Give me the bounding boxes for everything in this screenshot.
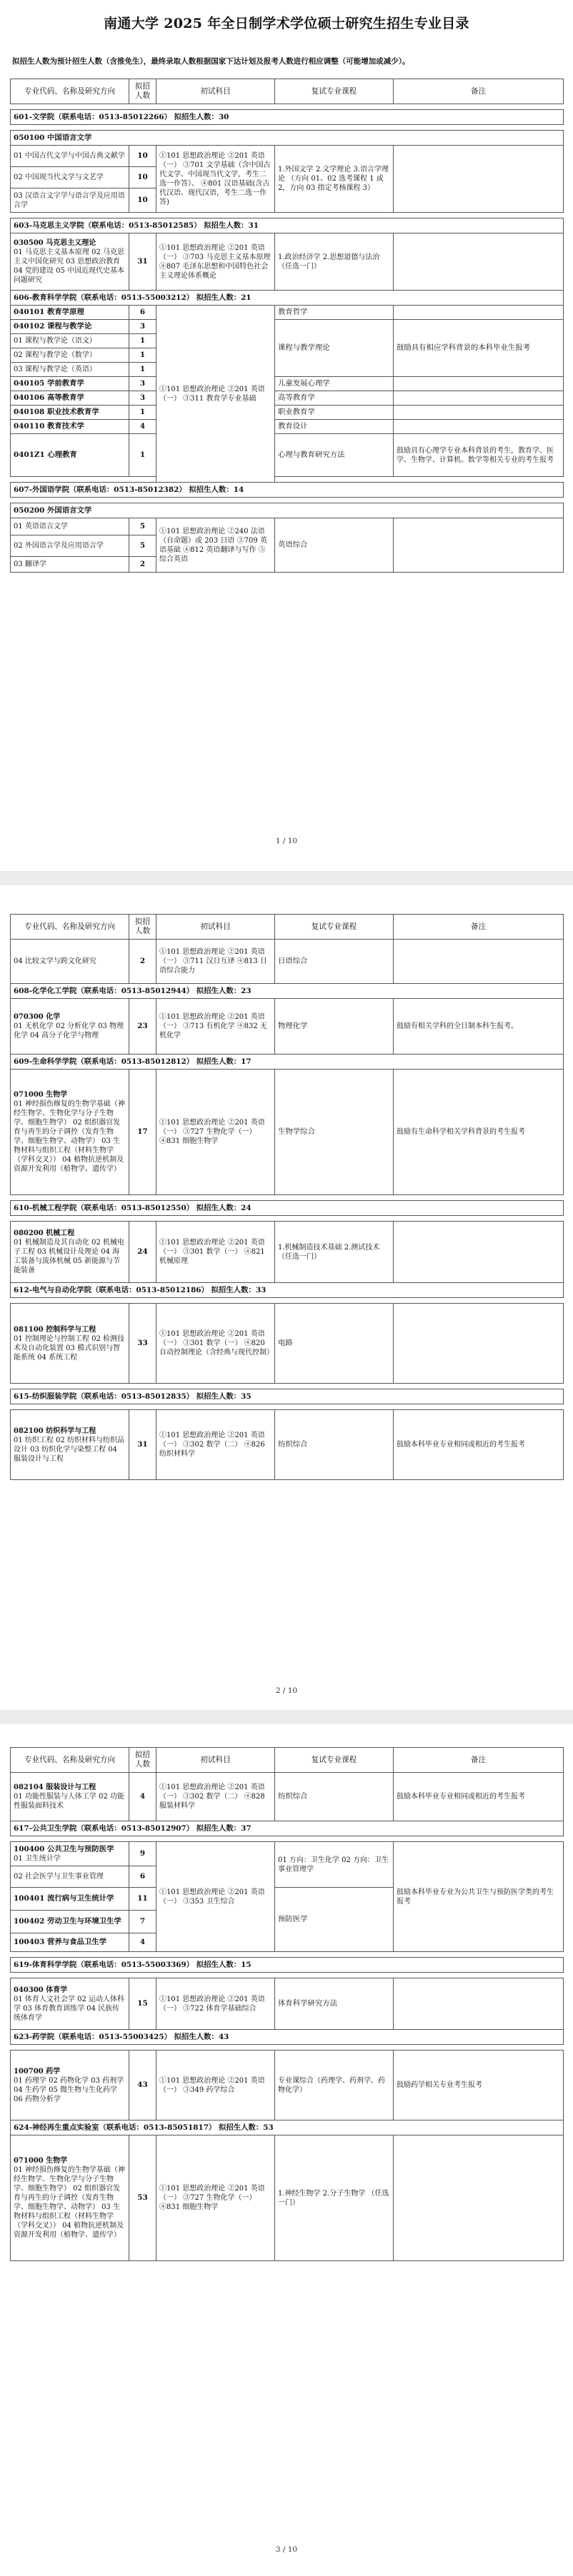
- major-cell: [11, 233, 129, 291]
- page-1: [0, 0, 573, 871]
- quota-cell: 10: [129, 188, 156, 213]
- school-header: 624-神经再生重点实验室（联系电话：0513-85051817） 拟招生人数：53: [11, 2120, 564, 2135]
- direction-cell: 01 卫生统计学: [14, 1854, 61, 1863]
- catalog-table: [10, 79, 564, 573]
- remark-cell: 鼓励有相关学科的全日制本科生报考。: [394, 999, 564, 1055]
- remark-cell: [394, 940, 564, 984]
- retest-cell: 物理化学: [275, 999, 394, 1055]
- retest-cell: 1.机械制造技术基础 2.测试技术 （任选一门）: [275, 1222, 394, 1283]
- page-number: 1 / 10: [275, 837, 298, 845]
- header-exam: 初试科目: [156, 79, 275, 104]
- page-number: 2 / 10: [275, 1686, 298, 1695]
- direction-cell: 02 外国语言学及应用语言学: [11, 535, 129, 557]
- exam-subjects-cell: ①101 思想政治理论 ②201 英语（一） ③713 有机化学 ④832 无机化学: [156, 999, 275, 1055]
- retest-cell: 高等教育学: [275, 391, 394, 406]
- major-cell: [11, 2135, 129, 2261]
- school-header: 610-机械工程学院（联系电话：0513-85012550） 拟招生人数：24: [11, 1201, 564, 1216]
- page-number: 3 / 10: [275, 2545, 298, 2554]
- retest-cell: 预防医学: [275, 1888, 394, 1952]
- remark-cell: 鼓励药学相关专业考生报考: [394, 2051, 564, 2120]
- major-title: 030500 马克思主义理论: [14, 239, 96, 247]
- direction-cell: 02 社会医学与卫生事业管理: [11, 1866, 129, 1888]
- header-remark: 备注: [394, 1748, 564, 1773]
- major-title: 100700 药学: [14, 2067, 61, 2076]
- retest-cell: 生物学综合: [275, 1070, 394, 1195]
- major-title: 080200 机械工程: [14, 1229, 75, 1237]
- school-header: 603-马克思主义学院（联系电话：0513-85012585） 拟招生人数：31: [11, 218, 564, 233]
- major-cell: [11, 1070, 129, 1195]
- header-retest: 复试专业课程: [275, 915, 394, 940]
- remark-cell: 鼓励具有相应学科背景的本科毕业生报考: [394, 320, 564, 377]
- school-header: 608-化学化工学院（联系电话：0513-85012944） 拟招生人数：23: [11, 984, 564, 999]
- major-cell: [11, 1222, 129, 1283]
- direction-cell: 02 中国现当代文学与文艺学: [11, 167, 129, 188]
- quota-cell: 1: [129, 406, 156, 420]
- retest-cell: 心理与教育研究方法: [275, 434, 394, 477]
- quota-cell: 3: [129, 391, 156, 406]
- major-cell: [11, 1773, 129, 1821]
- table-header-row: [11, 79, 564, 104]
- header-exam: 初试科目: [156, 1748, 275, 1773]
- quota-cell: 9: [129, 1842, 156, 1866]
- direction-cell: 03 翻译学: [11, 557, 129, 573]
- document-title: 南通大学 2025 年全日制学术学位硕士研究生招生专业目录: [104, 16, 469, 31]
- remark-cell: [394, 391, 564, 406]
- exam-subjects-cell: ①101 思想政治理论 ②240 法语（自命题）或 203 日语 ③709 英语基础 ④812 英语翻译与写作 ⑤ 综合英语: [156, 518, 275, 573]
- direction-list: 01 神经损伤修复的生物学基础（神经生物学、生物化学与分子生物学、细胞生物学） 02 组织器官发育与再生的分子调控（发育生物学、细胞生物学、动物学） 03 生物材料与组织工程（材料生物学（学科交叉）） 04 植物抗逆机制及资源开发利用（植物学、遗传学）: [14, 1100, 125, 1173]
- exam-subjects-cell: ①101 思想政治理论 ②201 英语（一） ③302 数学（二） ④826 纺织材料学: [156, 1410, 275, 1480]
- remark-cell: 鼓励有生命科学相关学科背景的考生报考: [394, 1070, 564, 1195]
- header-num: 拟招人数: [129, 1748, 156, 1773]
- major-cell: [11, 999, 129, 1055]
- header-major: 专业代码、名称及研究方向: [11, 915, 129, 940]
- retest-cell: 职业教育学: [275, 406, 394, 420]
- header-major: 专业代码、名称及研究方向: [11, 79, 129, 104]
- major-title: 040101 教育学原理: [11, 306, 129, 320]
- quota-cell: 43: [129, 2051, 156, 2120]
- major-title: 040300 体育学: [14, 1986, 68, 1994]
- exam-subjects-cell: ①101 思想政治理论 ②201 英语（一） ③727 生物化学（一） ④831 细胞生物学: [156, 1070, 275, 1195]
- quota-cell: 6: [129, 306, 156, 320]
- page-3: [0, 1724, 573, 2576]
- page-2: [0, 885, 573, 1710]
- quota-cell: 4: [129, 1933, 156, 1952]
- retest-cell: 专业课综合（药理学、药剂学、药物化学）: [275, 2051, 394, 2120]
- exam-subjects-cell: ①101 思想政治理论 ②201 英语（一） ③311 教育学专业基础: [156, 306, 275, 483]
- remark-cell: [394, 2135, 564, 2261]
- retest-cell: 儿童发展心理学: [275, 377, 394, 391]
- major-title: 082104 服装设计与工程: [14, 1783, 96, 1791]
- direction-list: 01 神经损伤修复的生物学基础（神经生物学、生物化学与分子生物学、细胞生物学） 02 组织器官发育与再生的分子调控（发育生物学、细胞生物学、动物学） 03 生物材料与组织工程（材料生物学（学科交叉）） 04 植物抗逆机制及资源开发利用（植物学、遗传学）: [14, 2166, 125, 2239]
- remark-cell: [394, 146, 564, 213]
- retest-cell: 电路: [275, 1304, 394, 1384]
- direction-cell: 03 汉语言文字学与语言学及应用语言学: [11, 188, 129, 213]
- quota-cell: 1: [129, 434, 156, 477]
- direction-list: 01 功能性服装与人体工学 02 功能性服装面料技术: [14, 1793, 124, 1810]
- quota-cell: 10: [129, 146, 156, 167]
- quota-cell: 1: [129, 363, 156, 377]
- major-title: 071000 生物学: [14, 2157, 68, 2165]
- school-header: 606-教育科学学院（联系电话：0513-55003212） 拟招生人数：21: [11, 291, 564, 306]
- exam-subjects-cell: ①101 思想政治理论 ②201 英语（一） ③301 数学（一） ④821 机械原理: [156, 1222, 275, 1283]
- major-title: 040106 高等教育学: [11, 391, 129, 406]
- remark-cell: 鼓励具有心理学专业本科背景的考生，教育学、医学、生物学、计算机、数学等相关专业的考生报考: [394, 434, 564, 477]
- major-title: 100403 营养与食品卫生学: [11, 1933, 129, 1952]
- school-header: 609-生命科学学院（联系电话：0513-85012812） 拟招生人数：17: [11, 1055, 564, 1070]
- exam-subjects-cell: ①101 思想政治理论 ②201 英语（一） ③703 马克思主义基本原理 ④807 毛泽东思想和中国特色社会主义理论体系概论: [156, 233, 275, 291]
- school-header: 612-电气与自动化学院（联系电话：0513-85012186） 拟招生人数：33: [11, 1283, 564, 1298]
- major-title: 100401 流行病与卫生统计学: [11, 1888, 129, 1911]
- major-title: 082100 纺织科学与工程: [14, 1427, 96, 1435]
- quota-cell: 6: [129, 1866, 156, 1888]
- direction-list: 01 体育人文社会学 02 运动人体科学 03 体育教育训练学 04 民族传统体育学: [14, 1995, 124, 2022]
- major-cell: [11, 1304, 129, 1384]
- remark-cell: [394, 1222, 564, 1283]
- quota-cell: 15: [129, 1978, 156, 2030]
- direction-cell: 01 课程与教学论（语文）: [11, 334, 129, 348]
- remark-cell: [394, 1978, 564, 2030]
- direction-list: 01 无机化学 02 分析化学 03 物理化学 04 高分子化学与物理: [14, 1022, 124, 1040]
- exam-subjects-cell: ①101 思想政治理论 ②201 英语（一） ③353 卫生综合: [156, 1842, 275, 1952]
- major-title: 050100 中国语言文学: [11, 131, 564, 146]
- exam-subjects-cell: ①101 思想政治理论 ②201 英语（一） ③711 汉日互译 ④813 日语综合能力: [156, 940, 275, 984]
- quota-cell: 2: [129, 940, 156, 984]
- major-title: 100400 公共卫生与预防医学: [14, 1844, 114, 1853]
- quota-cell: 17: [129, 1070, 156, 1195]
- retest-cell: 1.外国文学 2.文学理论 3.语言学理论 （方向 01、02 选考课程 1 或 2，方向 03 指定考核课程 3）: [275, 146, 394, 213]
- major-title: 040105 学前教育学: [11, 377, 129, 391]
- quota-cell: 31: [129, 233, 156, 291]
- retest-cell: 01 方向：卫生化学 02 方向：卫生事业管理学: [275, 1842, 394, 1888]
- exam-subjects-cell: ①101 思想政治理论 ②201 英语（一） ③349 药学综合: [156, 2051, 275, 2120]
- admission-note: 拟招生人数为预计招生人数（含推免生），最终录取人数根据国家下达计划及报考人数进行相应调整（可能增加或减少）。: [12, 57, 410, 66]
- quota-cell: 1: [129, 334, 156, 348]
- exam-subjects-cell: ①101 思想政治理论 ②201 英语（一） ③722 体育学基础综合: [156, 1978, 275, 2030]
- header-exam: 初试科目: [156, 915, 275, 940]
- school-header: 607-外国语学院（联系电话：0513-85012382） 拟招生人数：14: [11, 483, 564, 498]
- school-header: 623-药学院（联系电话：0513-55003425） 拟招生人数：43: [11, 2030, 564, 2045]
- remark-cell: 鼓励本科毕业专业为公共卫生与预防医学类的考生报考: [394, 1842, 564, 1952]
- major-title: 0401Z1 心理教育: [11, 434, 129, 477]
- retest-cell: 英语综合: [275, 518, 394, 573]
- remark-cell: 鼓励本科毕业专业相同或相近的考生报考: [394, 1773, 564, 1821]
- major-cell: [11, 2051, 129, 2120]
- direction-list: 01 纺织工程 02 纺织材料与纺织品设计 03 纺织化学与染整工程 04 服装设计与工程: [14, 1436, 124, 1463]
- direction-cell: 01 中国古代文学与中国古典文献学: [11, 146, 129, 167]
- major-title: 100402 劳动卫生与环境卫生学: [11, 1911, 129, 1933]
- quota-cell: 24: [129, 1222, 156, 1283]
- table-header-row: [11, 915, 564, 940]
- retest-cell: 课程与教学理论: [275, 320, 394, 377]
- quota-cell: 5: [129, 518, 156, 535]
- quota-cell: 33: [129, 1304, 156, 1384]
- header-retest: 复试专业课程: [275, 79, 394, 104]
- major-title: 071000 生物学: [14, 1091, 68, 1099]
- remark-cell: [394, 1304, 564, 1384]
- quota-cell: 10: [129, 167, 156, 188]
- direction-cell: 04 比较文学与跨文化研究: [11, 940, 129, 984]
- school-header: 615-纺织服装学院（联系电话：0513-85012835） 拟招生人数：35: [11, 1389, 564, 1404]
- school-header: 601-文学院（联系电话：0513-85012266） 拟招生人数：30: [11, 110, 564, 125]
- catalog-table: [10, 1747, 564, 2261]
- major-cell: [11, 1978, 129, 2030]
- direction-list: 01 马克思主义基本原理 02 马克思主义中国化研究 03 思想政治教育 04 党的建设 05 中国近现代史基本问题研究: [14, 248, 124, 284]
- quota-cell: 53: [129, 2135, 156, 2261]
- catalog-table: [10, 914, 564, 1480]
- retest-cell: 1.政治经济学 2.思想道德与法治 （任选一门）: [275, 233, 394, 291]
- exam-subjects-cell: ①101 思想政治理论 ②201 英语（一） ③701 文学基础（含中国古代文学、中国现当代文学，考生二选一作答）、 ④801 汉语基础(含古代汉语、现代汉语，考生二选一作答): [156, 146, 275, 213]
- header-retest: 复试专业课程: [275, 1748, 394, 1773]
- header-remark: 备注: [394, 915, 564, 940]
- quota-cell: 1: [129, 348, 156, 363]
- remark-cell: [394, 518, 564, 573]
- quota-cell: 31: [129, 1410, 156, 1480]
- remark-cell: [394, 233, 564, 291]
- retest-cell: 日语综合: [275, 940, 394, 984]
- quota-cell: 5: [129, 535, 156, 557]
- header-remark: 备注: [394, 79, 564, 104]
- major-title: 040108 职业技术教育学: [11, 406, 129, 420]
- major-cell: [11, 1410, 129, 1480]
- header-major: 专业代码、名称及研究方向: [11, 1748, 129, 1773]
- major-title: 040110 教育技术学: [11, 420, 129, 434]
- exam-subjects-cell: ①101 思想政治理论 ②201 英语（一） ③301 数学（一） ④820 自动控制理论（含经典与现代控制）: [156, 1304, 275, 1384]
- remark-cell: [394, 306, 564, 320]
- quota-cell: 3: [129, 320, 156, 334]
- school-header: 619-体育科学学院（联系电话：0513-55003369） 拟招生人数：15: [11, 1958, 564, 1973]
- retest-cell: 体育科学研究方法: [275, 1978, 394, 2030]
- header-num: 拟招人数: [129, 915, 156, 940]
- direction-cell: 02 课程与教学论（数学）: [11, 348, 129, 363]
- exam-subjects-cell: ①101 思想政治理论 ②201 英语（一） ③727 生物化学（一） ④831 细胞生物学: [156, 2135, 275, 2261]
- major-cell: [11, 1842, 129, 1866]
- retest-cell: 纺织综合: [275, 1410, 394, 1480]
- retest-cell: 纺织综合: [275, 1773, 394, 1821]
- direction-list: 01 控制理论与控制工程 02 检测技术及自动化装置 03 模式识别与智能系统 04 系统工程: [14, 1334, 124, 1362]
- header-num: 拟招人数: [129, 79, 156, 104]
- table-header-row: [11, 1748, 564, 1773]
- remark-cell: [394, 406, 564, 420]
- major-title: 040102 课程与教学论: [11, 320, 129, 334]
- major-title: 081100 控制科学与工程: [14, 1325, 96, 1334]
- quota-cell: 7: [129, 1911, 156, 1933]
- exam-subjects-cell: ①101 思想政治理论 ②201 英语（一） ③302 数学（二） ④828 服装材料学: [156, 1773, 275, 1821]
- quota-cell: 11: [129, 1888, 156, 1911]
- school-header: 617-公共卫生学院（联系电话：0513-85012907） 拟招生人数：37: [11, 1821, 564, 1836]
- quota-cell: 4: [129, 420, 156, 434]
- direction-cell: 01 英语语言文学: [11, 518, 129, 535]
- remark-cell: 鼓励本科毕业专业相同或相近的考生报考: [394, 1410, 564, 1480]
- quota-cell: 4: [129, 1773, 156, 1821]
- direction-list: 01 机械制造及其自动化 02 机械电子工程 03 机械设计及理论 04 海工装备与流体机械 05 新能源与节能装备: [14, 1239, 124, 1274]
- quota-cell: 2: [129, 557, 156, 573]
- major-title: 050200 外国语言文学: [11, 503, 564, 518]
- retest-cell: 教育设计: [275, 420, 394, 434]
- quota-cell: 23: [129, 999, 156, 1055]
- retest-cell: 1.神经生物学 2.分子生物学 （任选一门）: [275, 2135, 394, 2261]
- remark-cell: [394, 420, 564, 434]
- direction-list: 01 药理学 02 药物化学 03 药剂学 04 生药学 05 微生物与生化药学 06 药物分析学: [14, 2076, 124, 2103]
- quota-cell: 3: [129, 377, 156, 391]
- direction-cell: 03 课程与教学论（英语）: [11, 363, 129, 377]
- retest-cell: 教育哲学: [275, 306, 394, 320]
- major-title: 070300 化学: [14, 1013, 61, 1021]
- remark-cell: [394, 377, 564, 391]
